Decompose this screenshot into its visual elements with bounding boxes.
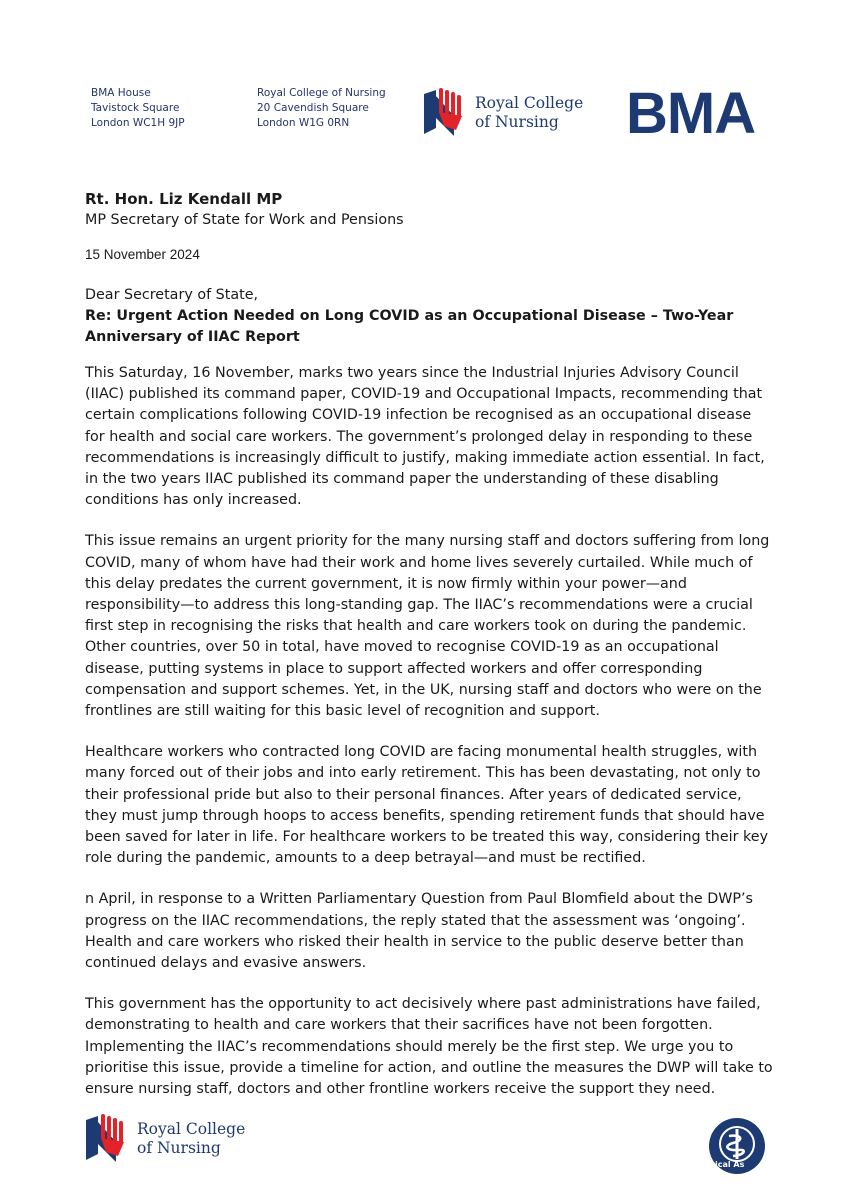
bma-address: BMA House Tavistock Square London WC1H 9JP	[91, 87, 185, 129]
paragraph: This issue remains an urgent priority for the many nursing staff and doctors suffering from long COVID, many of whom have had their work and home lives severely curtailed. While much of this delay predates the current government, it is now firmly within your power—and responsibility—to address this long-standing gap. The IIAC’s recommendations were a crucial first step in recognising the risks that health and care workers took on during the pandemic. Other countries, over 50 in total, have moved to recognise COVID-19 as an occupational disease, putting systems in place to support affected workers and offer corresponding compensation and support schemes. Yet, in the UK, nursing staff and doctors who were on the frontlines are still waiting for this basic level of recognition and support.	[85, 533, 770, 720]
recipient-title: MP Secretary of State for Work and Pensions	[85, 212, 404, 229]
paragraph: Healthcare workers who contracted long COVID are facing monumental health struggles, with many forced out of their jobs and into early retirement. This has been devastating, not only to their professional pride but also to their personal finances. After years of dedicated service, they must jump through hoops to access benefits, spending retirement funds that should have been saved for later in life. For healthcare workers to be treated this way, considering their key role during the pandemic, amounts to a deep betrayal—and must be rectified.	[85, 744, 769, 867]
paragraph: This Saturday, 16 November, marks two years since the Industrial Injuries Advisory Council (IIAC) published its command paper, COVID-19 and Occupational Impacts, recommending that certain complications following COVID-19 infection be recognised as an occupational disease for health and social care workers. The government’s prolonged delay in responding to these recommendations is increasingly difficult to justify, making immediate action essential. In fact, in the two years IIAC published its command paper the understanding of these disabling conditions has only increased.	[85, 365, 765, 509]
rcn-hand-icon	[422, 88, 468, 138]
rcn-hand-icon	[84, 1114, 130, 1164]
letter-date: 15 November 2024	[85, 247, 200, 262]
salutation-block	[85, 285, 775, 349]
salutation: Dear Secretary of State,	[85, 287, 259, 303]
paragraph: n April, in response to a Written Parliamentary Question from Paul Blomfield about the DWP’s progress on the IIAC recommendations, the reply stated that the assessment was ‘ongoing’. Health and care workers who risked their health in service to the public deserve better than continued delays and evasive answers.	[85, 891, 753, 972]
subject-line: Re: Urgent Action Needed on Long COVID as an Occupational Disease – Two-Year Anniversary of IIAC Report	[85, 308, 734, 346]
bma-badge-logo: ical As	[709, 1118, 765, 1174]
paragraph: This government has the opportunity to act decisively where past administrations have failed, demonstrating to health and care workers that their sacrifices have not been forgotten. Implementing the IIAC’s recommendations should merely be the first step. We urge you to prioritise this issue, provide a timeline for action, and outline the measures the DWP will take to ensure nursing staff, doctors and other frontline workers receive the support they need.	[85, 996, 773, 1098]
recipient-name: Rt. Hon. Liz Kendall MP	[85, 190, 283, 208]
letter-body	[85, 363, 775, 1120]
recipient-block	[85, 189, 775, 231]
bma-logo: BMA	[626, 81, 756, 146]
rcn-address: Royal College of Nursing 20 Cavendish Square London W1G 0RN	[257, 87, 386, 129]
rcn-logo: Royal College of Nursing	[422, 88, 583, 138]
rcn-footer-logo: Royal College of Nursing	[84, 1114, 245, 1164]
